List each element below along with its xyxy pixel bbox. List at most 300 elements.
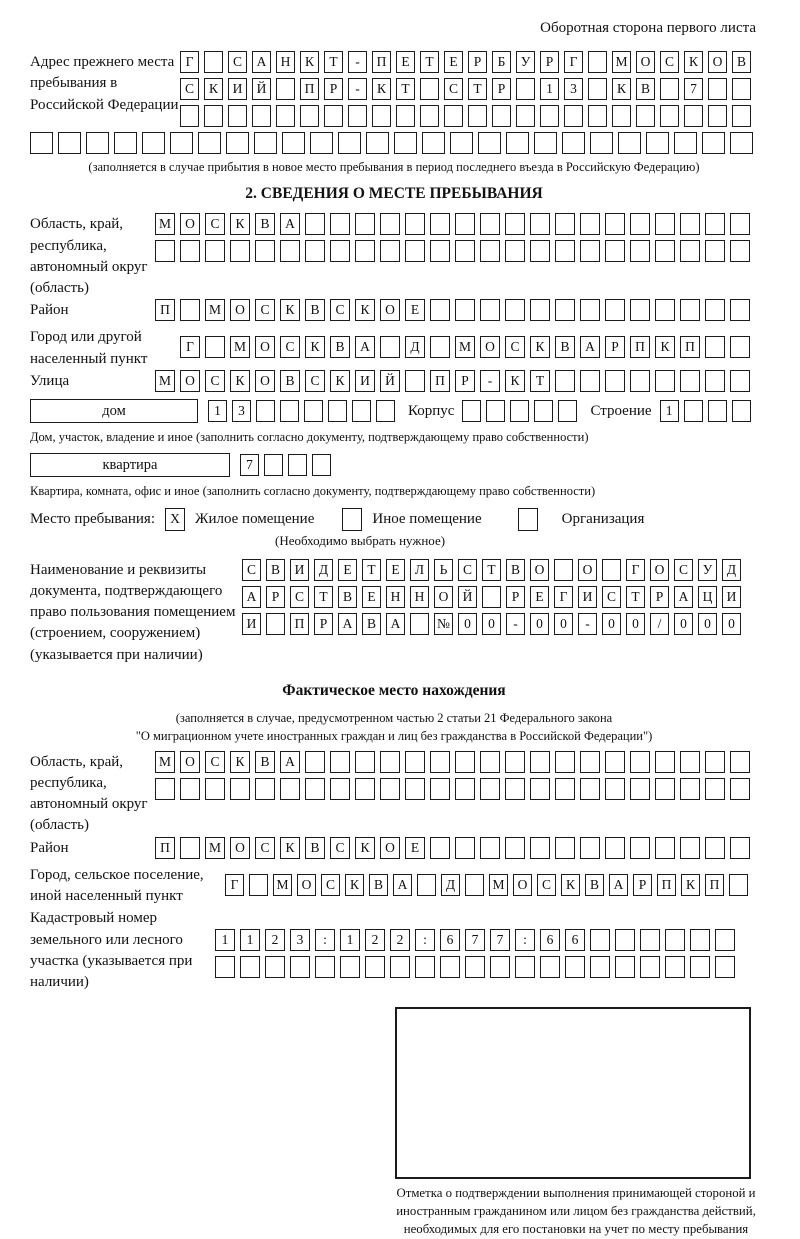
apartment-type-box: квартира [30, 453, 230, 477]
char-box: 1 [340, 929, 360, 951]
char-box [205, 240, 225, 262]
prev-address-field [30, 51, 758, 132]
char-box: П [705, 874, 724, 896]
char-box: 0 [554, 613, 573, 635]
district-field [30, 299, 758, 326]
char-box [265, 956, 285, 978]
char-box: Е [405, 837, 425, 859]
char-box: 1 [215, 929, 235, 951]
street-row [155, 370, 755, 392]
prev-address-overflow-row [30, 132, 758, 154]
section2-title: 2. СВЕДЕНИЯ О МЕСТЕ ПРЕБЫВАНИЯ [245, 185, 543, 203]
char-box: А [393, 874, 412, 896]
char-box [355, 240, 375, 262]
char-box: М [230, 336, 250, 358]
char-box: В [266, 559, 285, 581]
char-box [646, 132, 669, 154]
char-box: 7 [684, 78, 703, 100]
char-box [530, 213, 550, 235]
char-box [530, 778, 550, 800]
char-box: М [455, 336, 475, 358]
char-box: Р [633, 874, 652, 896]
char-box: К [355, 837, 375, 859]
char-box: П [155, 299, 175, 321]
char-box [565, 956, 585, 978]
char-box [505, 751, 525, 773]
char-box [630, 299, 650, 321]
char-box [355, 778, 375, 800]
region-row-2 [155, 240, 755, 262]
char-box [555, 751, 575, 773]
char-box: О [230, 837, 250, 859]
char-box [328, 400, 347, 422]
char-box: С [205, 213, 225, 235]
char-box: О [434, 586, 453, 608]
char-box [355, 213, 375, 235]
char-box: Г [564, 51, 583, 73]
char-box [330, 213, 350, 235]
char-box: 0 [698, 613, 717, 635]
dwelling-checkbox: X [165, 508, 185, 531]
char-box: К [230, 370, 250, 392]
char-box: Р [266, 586, 285, 608]
char-box [530, 299, 550, 321]
char-box [530, 751, 550, 773]
char-box: М [155, 213, 175, 235]
char-box [680, 240, 700, 262]
char-box: С [674, 559, 693, 581]
char-box [505, 240, 525, 262]
char-box [170, 132, 193, 154]
char-box: Т [420, 51, 439, 73]
actual-region-row-2 [155, 778, 755, 800]
char-box [430, 213, 450, 235]
char-box [205, 778, 225, 800]
char-box [730, 213, 750, 235]
char-box [226, 132, 249, 154]
char-box: 0 [674, 613, 693, 635]
char-box [380, 240, 400, 262]
char-box [558, 400, 577, 422]
city-label: Город или другой населенный пункт [30, 329, 148, 367]
char-box [590, 956, 610, 978]
char-box: Е [338, 559, 357, 581]
char-box [590, 929, 610, 951]
char-box [417, 874, 436, 896]
char-box: 0 [482, 613, 501, 635]
char-box [580, 837, 600, 859]
char-box [680, 837, 700, 859]
city-field [30, 326, 758, 370]
char-box: 0 [602, 613, 621, 635]
char-box: К [530, 336, 550, 358]
char-box: - [506, 613, 525, 635]
char-box: Т [362, 559, 381, 581]
char-box [264, 454, 283, 476]
char-box [455, 213, 475, 235]
document-row-1 [242, 559, 746, 581]
char-box: О [180, 751, 200, 773]
char-box [114, 132, 137, 154]
char-box [516, 105, 535, 127]
char-box: К [330, 370, 350, 392]
char-box [730, 299, 750, 321]
document-label: Наименование и реквизиты документа, подтверждающего право пользования помещением (строением, сооружением) (указывается при наличии) [30, 561, 236, 663]
char-box: П [290, 613, 309, 635]
char-box: В [585, 874, 604, 896]
char-box [705, 837, 725, 859]
char-box: И [578, 586, 597, 608]
char-box: - [480, 370, 500, 392]
char-box: 0 [626, 613, 645, 635]
char-box: № [434, 613, 453, 635]
char-box: Т [482, 559, 501, 581]
char-box [516, 78, 535, 100]
char-box [310, 132, 333, 154]
stay-type-row [30, 508, 758, 531]
confirmation-mark-box [395, 1007, 751, 1179]
char-box [430, 778, 450, 800]
char-box [555, 299, 575, 321]
char-box: К [681, 874, 700, 896]
char-box [420, 105, 439, 127]
char-box [288, 454, 307, 476]
char-box [540, 956, 560, 978]
char-box: Т [530, 370, 550, 392]
char-box [636, 105, 655, 127]
char-box [58, 132, 81, 154]
char-box [450, 132, 473, 154]
char-box: О [180, 213, 200, 235]
char-box [690, 956, 710, 978]
char-box [655, 837, 675, 859]
apartment-row [30, 453, 758, 477]
char-box [615, 929, 635, 951]
char-box: 7 [465, 929, 485, 951]
char-box [255, 240, 275, 262]
char-box [455, 751, 475, 773]
char-box [478, 132, 501, 154]
char-box [228, 105, 247, 127]
char-box: Е [396, 51, 415, 73]
document-field [30, 559, 758, 666]
char-box [690, 929, 710, 951]
char-box: О [578, 559, 597, 581]
other-premises-label: Иное помещение [372, 510, 482, 527]
char-box: Р [492, 78, 511, 100]
char-box: С [255, 837, 275, 859]
char-box [705, 240, 725, 262]
char-box: О [180, 370, 200, 392]
char-box: П [657, 874, 676, 896]
actual-location-caption-2: "О миграционном учете иностранных граждан и лиц без гражданства в Российской Федерации") [135, 729, 653, 744]
char-box [396, 105, 415, 127]
char-box [705, 336, 725, 358]
char-box [640, 929, 660, 951]
char-box [315, 956, 335, 978]
char-box: П [430, 370, 450, 392]
char-box [680, 370, 700, 392]
char-box [180, 299, 200, 321]
char-box [655, 299, 675, 321]
char-box [505, 778, 525, 800]
char-box [312, 454, 331, 476]
char-box: С [458, 559, 477, 581]
char-box: Й [380, 370, 400, 392]
char-box [480, 240, 500, 262]
char-box [660, 105, 679, 127]
char-box [240, 956, 260, 978]
char-box [605, 370, 625, 392]
korpus-cells [462, 400, 582, 422]
apartment-caption: Квартира, комната, офис и иное (заполнить согласно документу, подтверждающему право собственности) [30, 484, 596, 499]
char-box [715, 956, 735, 978]
char-box: Т [626, 586, 645, 608]
char-box: А [386, 613, 405, 635]
char-box [655, 370, 675, 392]
char-box: П [300, 78, 319, 100]
char-box: Г [180, 51, 199, 73]
char-box [605, 837, 625, 859]
char-box [665, 929, 685, 951]
char-box [305, 778, 325, 800]
char-box: 1 [540, 78, 559, 100]
char-box [380, 336, 400, 358]
actual-location-caption-1: (заполняется в случае, предусмотренном частью 2 статьи 21 Федерального закона [175, 711, 613, 726]
char-box [602, 559, 621, 581]
char-box [230, 240, 250, 262]
char-box [482, 586, 501, 608]
char-box: 6 [440, 929, 460, 951]
char-box [605, 778, 625, 800]
char-box [605, 213, 625, 235]
char-box: И [722, 586, 741, 608]
prev-address-row-2 [180, 78, 756, 100]
char-box: У [698, 559, 717, 581]
char-box [630, 213, 650, 235]
char-box: О [230, 299, 250, 321]
char-box [705, 370, 725, 392]
char-box: С [242, 559, 261, 581]
char-box [655, 240, 675, 262]
char-box [665, 956, 685, 978]
char-box [730, 837, 750, 859]
house-type-box: дом [30, 399, 198, 423]
char-box [280, 778, 300, 800]
char-box [465, 874, 484, 896]
prev-address-row-1 [180, 51, 756, 73]
char-box: О [380, 299, 400, 321]
char-box: С [205, 370, 225, 392]
char-box: Г [180, 336, 200, 358]
char-box [340, 956, 360, 978]
char-box [684, 400, 703, 422]
char-box: К [505, 370, 525, 392]
document-row-3 [242, 613, 746, 635]
char-box: Р [605, 336, 625, 358]
char-box [605, 299, 625, 321]
char-box: Б [492, 51, 511, 73]
char-box: М [489, 874, 508, 896]
actual-region-row-1 [155, 751, 755, 773]
char-box: В [636, 78, 655, 100]
char-box [352, 400, 371, 422]
char-box [455, 240, 475, 262]
char-box [732, 78, 751, 100]
char-box [530, 240, 550, 262]
char-box: В [280, 370, 300, 392]
char-box: Т [314, 586, 333, 608]
dwelling-label: Жилое помещение [195, 510, 315, 527]
char-box [680, 778, 700, 800]
char-box [480, 837, 500, 859]
char-box [506, 132, 529, 154]
char-box: В [338, 586, 357, 608]
char-box [730, 751, 750, 773]
char-box [729, 874, 748, 896]
char-box [455, 299, 475, 321]
char-box: А [674, 586, 693, 608]
cadastral-row-1 [215, 929, 740, 951]
char-box: О [480, 336, 500, 358]
char-box: О [513, 874, 532, 896]
actual-district-label: Район [30, 839, 69, 856]
char-box [430, 240, 450, 262]
char-box: В [369, 874, 388, 896]
char-box: Р [324, 78, 343, 100]
street-field [30, 370, 758, 397]
char-box [338, 132, 361, 154]
char-box: Г [626, 559, 645, 581]
char-box: П [372, 51, 391, 73]
char-box [655, 751, 675, 773]
char-box: В [506, 559, 525, 581]
char-box [282, 132, 305, 154]
char-box [249, 874, 268, 896]
char-box [680, 213, 700, 235]
char-box [420, 78, 439, 100]
char-box: Е [405, 299, 425, 321]
char-box: В [732, 51, 751, 73]
char-box: О [650, 559, 669, 581]
char-box: Р [540, 51, 559, 73]
char-box: М [205, 299, 225, 321]
char-box [505, 213, 525, 235]
house-caption: Дом, участок, владение и иное (заполнить согласно документу, подтверждающему право собственности) [30, 430, 589, 445]
char-box [30, 132, 53, 154]
char-box [705, 299, 725, 321]
char-box [330, 751, 350, 773]
actual-region-field [30, 751, 758, 837]
char-box: Е [386, 559, 405, 581]
char-box: А [355, 336, 375, 358]
char-box: С [255, 299, 275, 321]
char-box [660, 78, 679, 100]
actual-city-field [30, 864, 758, 908]
char-box: С [305, 370, 325, 392]
char-box: А [280, 213, 300, 235]
char-box: С [602, 586, 621, 608]
char-box: К [230, 751, 250, 773]
char-box [280, 240, 300, 262]
cadastral-label: Кадастровый номер земельного или лесного участка (указывается при наличии) [30, 910, 193, 991]
char-box: 1 [240, 929, 260, 951]
char-box [180, 240, 200, 262]
char-box [510, 400, 529, 422]
char-box [430, 299, 450, 321]
char-box [684, 105, 703, 127]
char-box: В [255, 213, 275, 235]
char-box: П [630, 336, 650, 358]
char-box: М [155, 751, 175, 773]
char-box: 0 [458, 613, 477, 635]
char-box: Д [405, 336, 425, 358]
char-box [562, 132, 585, 154]
char-box [348, 105, 367, 127]
char-box: К [305, 336, 325, 358]
char-box: П [155, 837, 175, 859]
char-box [554, 559, 573, 581]
char-box: 2 [265, 929, 285, 951]
char-box: С [180, 78, 199, 100]
char-box [365, 956, 385, 978]
char-box [534, 400, 553, 422]
char-box: 2 [390, 929, 410, 951]
char-box [372, 105, 391, 127]
actual-region-label: Область, край, республика, автономный округ (область) [30, 753, 148, 834]
char-box: А [242, 586, 261, 608]
char-box [468, 105, 487, 127]
char-box: И [242, 613, 261, 635]
char-box [380, 213, 400, 235]
char-box [180, 837, 200, 859]
char-box: Н [410, 586, 429, 608]
char-box: С [660, 51, 679, 73]
char-box: И [290, 559, 309, 581]
char-box [280, 400, 299, 422]
char-box [580, 370, 600, 392]
char-box: 3 [564, 78, 583, 100]
char-box [486, 400, 505, 422]
char-box: С [330, 837, 350, 859]
house-number-cells [208, 400, 400, 422]
stroenie-label: Строение [590, 402, 652, 419]
prev-address-label: Адрес прежнего места пребывания в Российской Федерации [30, 54, 179, 113]
apartment-cells [240, 454, 336, 476]
char-box: С [290, 586, 309, 608]
char-box [304, 400, 323, 422]
char-box: Р [455, 370, 475, 392]
char-box: Р [650, 586, 669, 608]
char-box: Ь [434, 559, 453, 581]
char-box: У [516, 51, 535, 73]
char-box [555, 370, 575, 392]
char-box: Е [530, 586, 549, 608]
char-box: О [297, 874, 316, 896]
char-box [515, 956, 535, 978]
char-box [440, 956, 460, 978]
char-box [730, 370, 750, 392]
char-box: Р [314, 613, 333, 635]
char-box: К [280, 299, 300, 321]
char-box [655, 213, 675, 235]
char-box: М [612, 51, 631, 73]
char-box [430, 837, 450, 859]
char-box: С [537, 874, 556, 896]
char-box [455, 837, 475, 859]
char-box [580, 778, 600, 800]
char-box [405, 778, 425, 800]
